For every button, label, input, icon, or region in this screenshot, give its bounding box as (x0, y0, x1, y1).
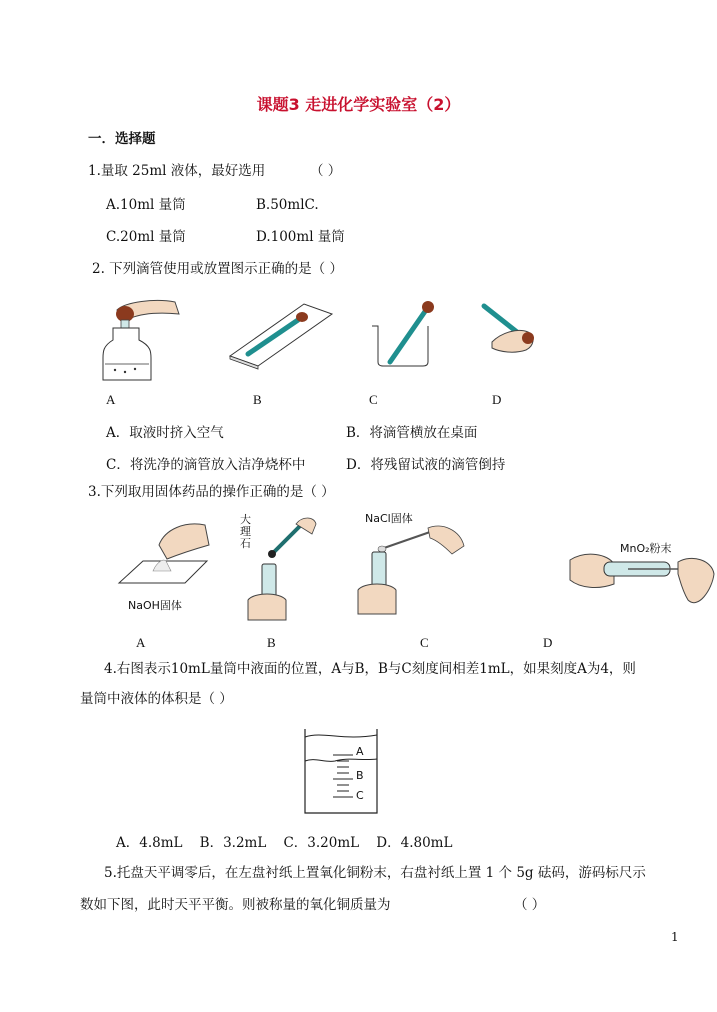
q1-stem: 1.量取 25ml 液体，最好选用 (88, 163, 266, 179)
q3-figure-label-d: D (543, 635, 553, 650)
q2-option-c: C．将洗净的滴管放入洁净烧杯中 (106, 457, 306, 473)
q2-option-a: A．取液时挤入空气 (106, 425, 224, 441)
q3-stem: 3.下列取用固体药品的操作正确的是（ ） (88, 484, 335, 500)
q4-cylinder-figure (303, 727, 383, 815)
section-heading: 一．选择题 (88, 131, 156, 147)
page-number: 1 (671, 930, 679, 944)
page-title: 课题3 走进化学实验室（2） (256, 95, 461, 114)
q2-figure-d (478, 300, 558, 360)
q3-figure-label-c: C (420, 635, 429, 650)
q3-figure-label-a: A (136, 635, 146, 650)
q4-stem-line1: 4.右图表示10mL量筒中液面的位置，A与B，B与C刻度间相差1mL，如果刻度A为4，则 (104, 661, 636, 677)
q3-label-marble: 大理石 (240, 513, 251, 550)
q4-mark-a: A (356, 745, 364, 758)
q2-option-b: B．将滴管横放在桌面 (346, 425, 478, 441)
q1-option-c: C.20ml 量筒 (106, 229, 186, 245)
q4-mark-c: C (356, 789, 364, 802)
q3-label-mno2: MnO₂粉末 (620, 542, 672, 555)
q4-mark-b: B (356, 769, 364, 782)
q2-figure-label-c: C (369, 392, 378, 407)
q2-figure-label-d: D (492, 392, 502, 407)
q2-figure-label-a: A (106, 392, 116, 407)
q3-label-naoh: NaOH固体 (128, 599, 182, 612)
q2-figure-a (95, 292, 185, 382)
q3-figure-a (115, 515, 215, 595)
q1-answer-bracket: （ ） (310, 163, 342, 179)
q1-option-d: D.100ml 量筒 (256, 229, 345, 245)
q1-option-a: A.10ml 量筒 (106, 197, 186, 213)
q3-figure-c (352, 522, 472, 618)
q5-stem-line1: 5.托盘天平调零后，在左盘衬纸上置氧化铜粉末，右盘衬纸上置 1 个 5g 砝码，游码标尺示 (104, 865, 646, 881)
q5-stem-line2: 数如下图，此时天平平衡。则被称量的氧化铜质量为 (80, 897, 391, 913)
q4-stem-line2: 量筒中液体的体积是（ ） (80, 691, 233, 707)
q2-figure-c (368, 298, 448, 368)
q1-option-b: B.50mlC. (256, 197, 319, 213)
q2-option-d: D．将残留试液的滴管倒持 (346, 457, 506, 473)
q3-figure-label-b: B (267, 635, 276, 650)
q3-label-nacl: NaCl固体 (365, 512, 413, 525)
q5-answer-bracket: （ ） (514, 897, 546, 913)
q2-figure-label-b: B (253, 392, 262, 407)
q2-figure-b (228, 298, 338, 368)
q2-stem: 2. 下列滴管使用或放置图示正确的是（ ） (92, 261, 343, 277)
q4-options: A．4.8mL B．3.2mL C．3.20mL D．4.80mL (116, 835, 453, 851)
